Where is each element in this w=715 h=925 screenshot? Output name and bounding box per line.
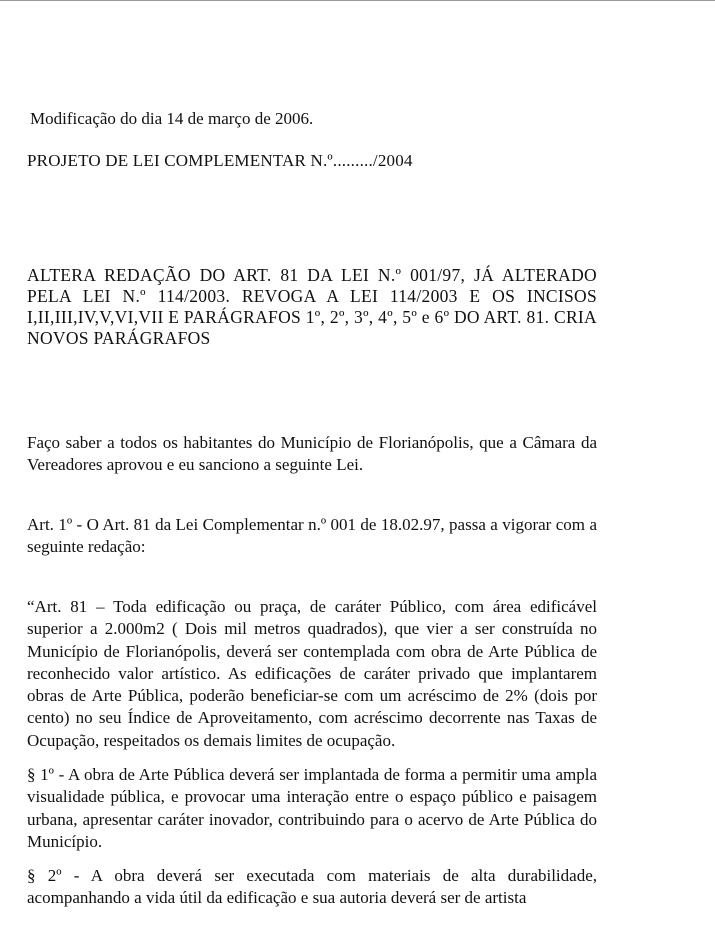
modification-date: Modificação do dia 14 de março de 2006. [30, 109, 314, 128]
preamble: Faço saber a todos os habitantes do Município de Florianópolis, que a Câmara da Vereadores aprovou e eu sanciono a seguinte Lei. [27, 433, 597, 475]
project-title: PROJETO DE LEI COMPLEMENTAR N.º........./2004 [27, 151, 413, 170]
article-81-text: “Art. 81 – Toda edificação ou praça, de caráter Público, com área edificável superior a 2.000m2 ( Dois mil metros quadrados), que vier a ser construída no Município de Florianópolis, deverá ser contemplada com obra de Arte Pública de reconhecido valor artístico. As edificações de caráter privado que implantarem obras de Arte Pública, poderão beneficiar-se com um acréscimo de 2% (dois por cento) no seu Índice de Aproveitamento, com acréscimo decorrente nas Taxas de Ocupação, respeitados os demais limites de ocupação. [27, 597, 597, 750]
top-border [0, 0, 715, 1]
paragraph-2: § 2º - A obra deverá ser executada com materiais de alta durabilidade, acompanhando a vida útil da edificação e sua autoria deverá ser de artista [27, 866, 597, 908]
ementa: ALTERA REDAÇÃO DO ART. 81 DA LEI N.º 001/97, JÁ ALTERADO PELA LEI N.º 114/2003. REVOGA A LEI 114/2003 E OS INCISOS I,II,III,IV,V,VI,VII E PARÁGRAFOS 1º, 2º, 3º, 4º, 5º e 6º DO ART. 81. CRIA NOVOS PARÁGRAFOS [27, 265, 597, 348]
article-1-intro: Art. 1º - O Art. 81 da Lei Complementar n.º 001 de 18.02.97, passa a vigorar com a seguinte redação: [27, 515, 597, 557]
paragraph-1: § 1º - A obra de Arte Pública deverá ser implantada de forma a permitir uma ampla visualidade pública, e provocar uma interação entre o espaço público e paisagem urbana, apresentar caráter inovador, contribuindo para o acervo de Arte Pública do Município. [27, 765, 597, 851]
